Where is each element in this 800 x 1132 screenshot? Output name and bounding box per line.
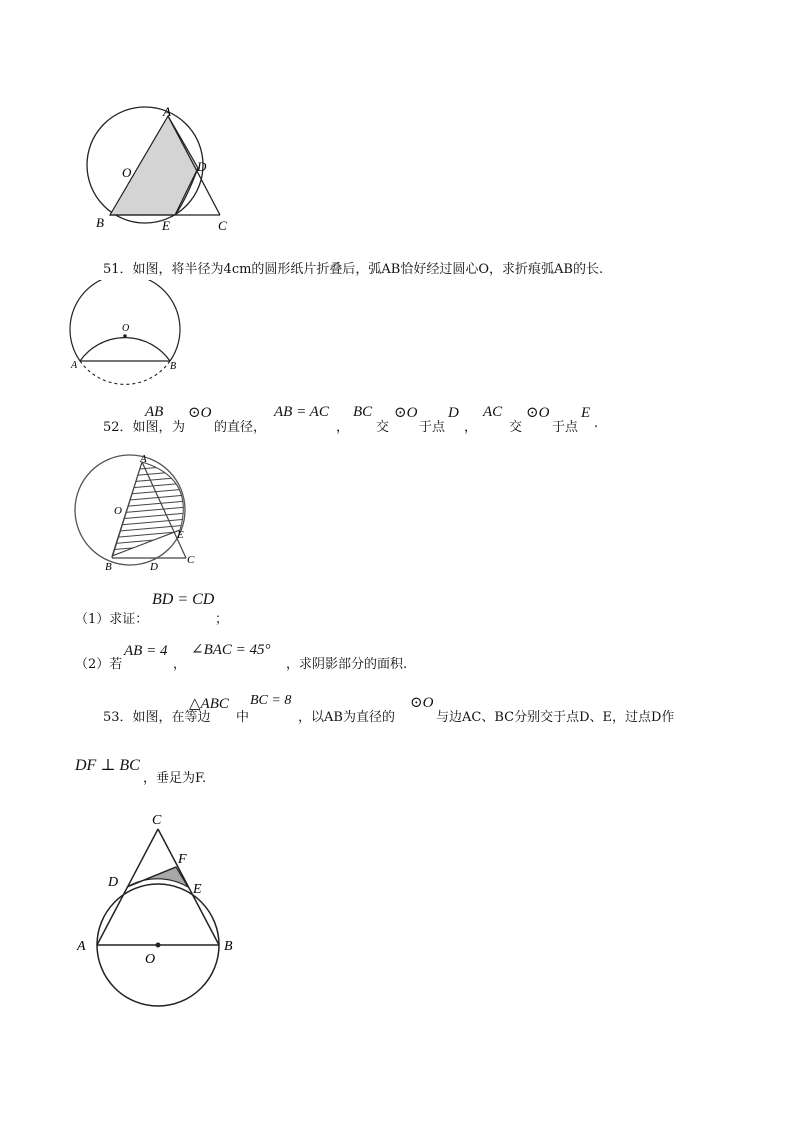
q51-label-a: A: [71, 360, 78, 371]
q53-text-zhong: 中: [236, 710, 250, 725]
q53-text-foot: ，垂足为F.: [143, 771, 207, 786]
q52-math-bc: BC: [353, 404, 373, 420]
q51-center-dot: [123, 334, 127, 338]
q51-label-b: B: [170, 361, 177, 372]
q53-label-e: E: [193, 882, 202, 897]
q52-label-c: C: [187, 554, 195, 566]
q52-part2-prefix: （2）若: [75, 657, 123, 672]
top-label-d: D: [197, 159, 207, 174]
q52-text-yudian-1: 于点: [419, 420, 446, 435]
q52-part1-math: BD = CD: [152, 591, 215, 608]
q52-label-e: E: [177, 529, 184, 541]
q52-label-b: B: [105, 561, 112, 573]
figure-q51: [66, 280, 196, 390]
q51-fold-arc: [80, 338, 170, 361]
q52-math-ab: AB: [145, 404, 164, 420]
q52-math-ab-eq-ac: AB = AC: [274, 404, 329, 420]
q52-label-o: O: [114, 505, 122, 517]
top-label-b: B: [96, 215, 104, 230]
q52-comma-2: ，: [464, 420, 478, 435]
q53-math-circle: ⊙O: [410, 695, 434, 711]
q53-label-c: C: [152, 813, 162, 828]
q52-part2-math1: AB = 4: [124, 643, 168, 659]
figure-top: [70, 100, 260, 240]
q51-text: 51．如图，将半径为4cm的圆形纸片折叠后，弧AB恰好经过圆心O，求折痕弧AB的长.: [103, 262, 604, 277]
q52-part2-math2: ∠BAC = 45°: [191, 642, 271, 658]
q53-label-d: D: [108, 875, 119, 890]
figure-q52: [70, 448, 210, 578]
q53-center-dot: [156, 943, 161, 948]
q51-circle-lower-dashed: [80, 361, 170, 384]
q53-text-mid: ，以AB为直径的: [298, 710, 395, 725]
q52-text-jiao-1: 交: [376, 420, 390, 435]
top-label-e: E: [162, 218, 170, 233]
q53-text-rest: 与边AC、BC分别交于点D、E，过点D作: [436, 710, 675, 725]
q52-text-jiao-2: 交: [509, 420, 523, 435]
q52-math-ac: AC: [483, 404, 503, 420]
q53-label-f: F: [178, 852, 187, 867]
q51-label-o: O: [122, 323, 130, 334]
q52-math-d: D: [448, 405, 459, 421]
q52-part1-prefix: （1）求证：: [75, 612, 149, 627]
q53-prefix: 53．如图，在等边: [103, 710, 211, 725]
figure-q53: [70, 805, 250, 1015]
q52-part1-end: ；: [215, 612, 229, 627]
q52-label-a: A: [140, 453, 147, 465]
q53-math-bc-8: BC = 8: [250, 693, 292, 708]
q53-math-df-perp-bc: DF ⊥ BC: [75, 757, 140, 774]
top-label-c: C: [218, 218, 227, 233]
q53-label-o: O: [145, 952, 156, 967]
q53-label-a: A: [77, 939, 86, 954]
q52-text-yudian-2: 于点: [552, 420, 579, 435]
q53-math-triangle: △ABC: [189, 696, 229, 712]
q52-math-circle-2: ⊙O: [394, 405, 418, 421]
q52-math-e: E: [581, 405, 591, 421]
q52-text-diameter: 的直径，: [214, 420, 267, 435]
top-label-o: O: [122, 165, 132, 180]
q52-part2-end: ，求阴影部分的面积.: [286, 657, 408, 672]
q53-label-b: B: [224, 939, 233, 954]
q52-text-wei: 为: [172, 420, 186, 435]
q52-prefix: 52．如图，: [103, 420, 172, 435]
q52-comma-1: ，: [336, 420, 350, 435]
q52-math-circle: ⊙O: [188, 405, 212, 421]
top-label-a: A: [163, 104, 171, 119]
q52-label-d: D: [150, 561, 158, 573]
q52-end: .: [594, 416, 599, 431]
q52-part2-comma: ，: [173, 657, 187, 672]
q52-math-circle-3: ⊙O: [526, 405, 550, 421]
q51-circle-upper: [70, 280, 180, 361]
